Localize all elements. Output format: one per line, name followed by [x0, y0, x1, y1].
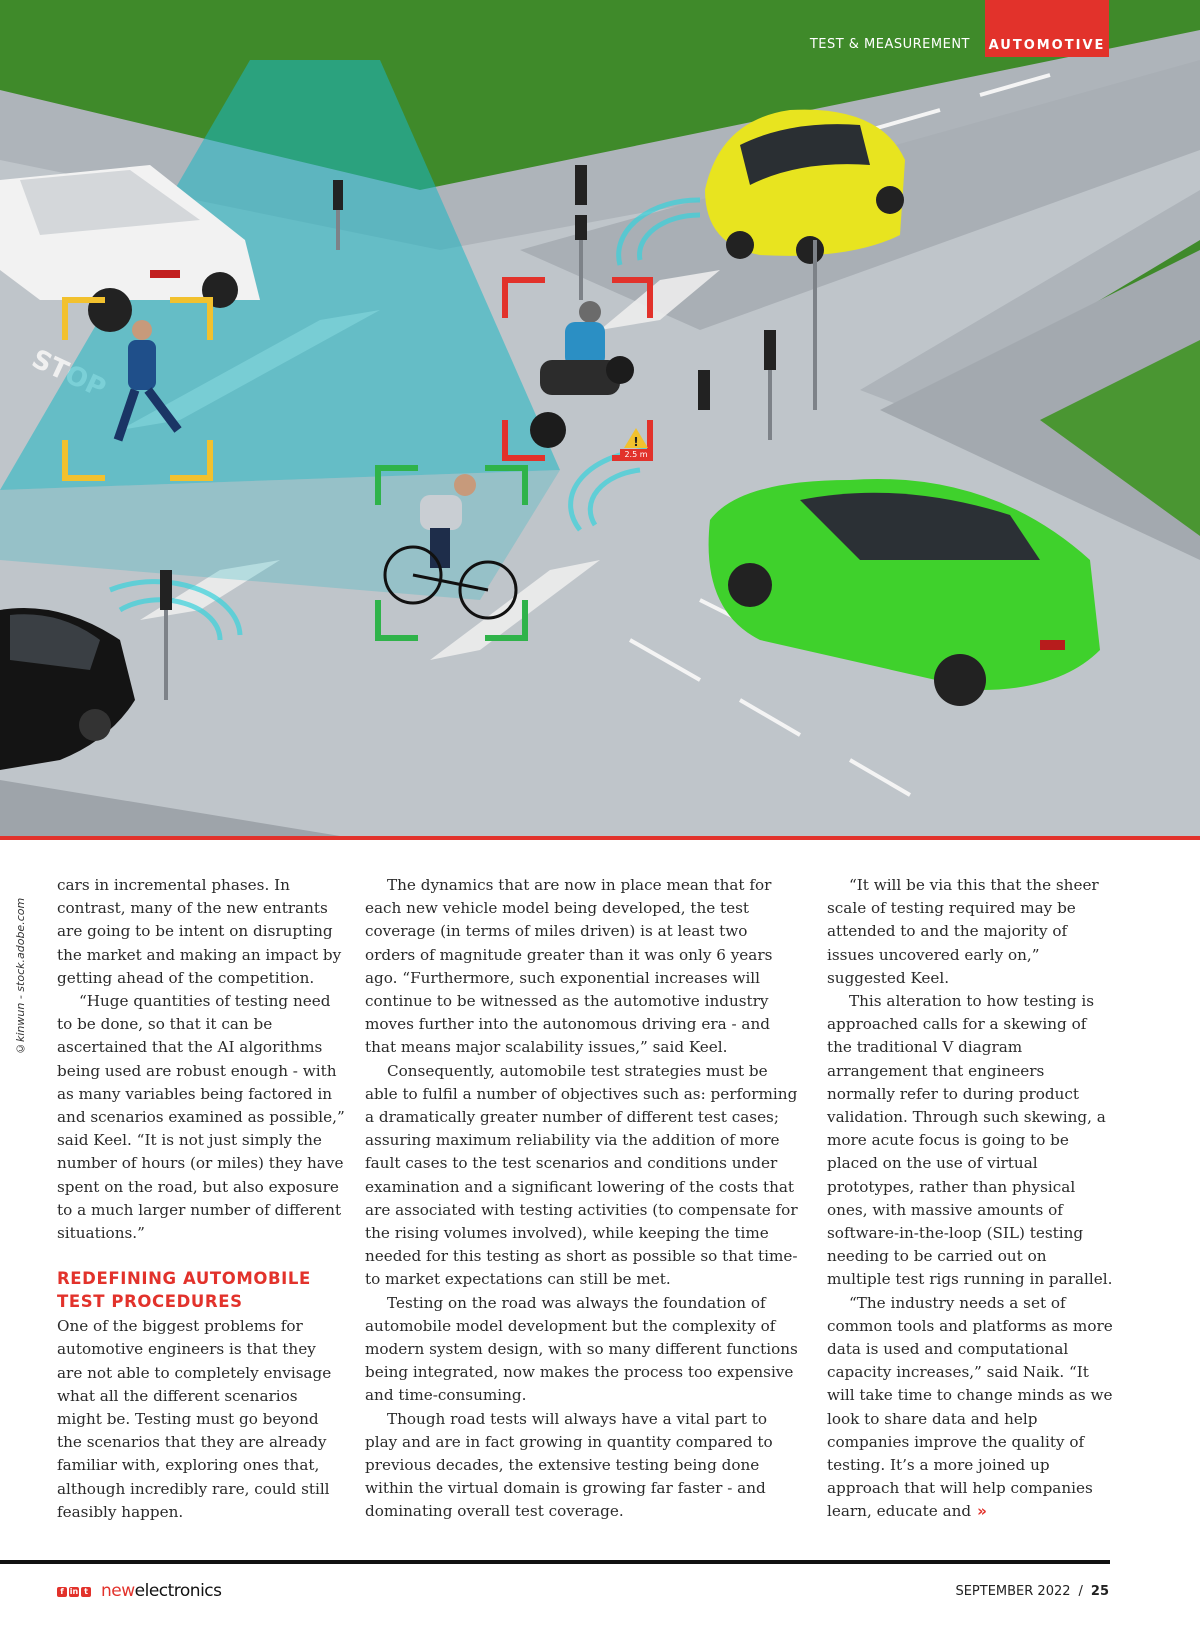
section-subheading: REDEFINING AUTOMOBILE TEST PROCEDURES: [57, 1269, 311, 1312]
paragraph: [827, 1292, 1113, 1524]
linkedin-icon[interactable]: in: [69, 1587, 79, 1596]
continue-arrow-icon: »: [977, 1502, 987, 1521]
social-icons: [57, 1587, 91, 1597]
category-tag: AUTOMOTIVE: [985, 0, 1109, 57]
text-column-3: [827, 874, 1113, 1524]
paragraph: One of the biggest problems for automotive engineers is that they are not able to completely envisage what all the different scenarios might be. Testing must go beyond the scenarios that they are already familiar with, exploring ones that, although incredibly rare, could still feasibly happen.: [57, 1317, 332, 1521]
paragraph-text: “The industry needs a set of common tools and platforms as more data is used and computational capacity increases,” said Naik. “It will take time to change minds as we look to share data and help companies improve the quality of testing. It’s a more joined up approach that will help companies learn, educate and: [827, 1293, 1113, 1521]
photo-credit: ©kinwun - stock.adobe.com: [14, 897, 27, 1055]
issue-info: [955, 1584, 1109, 1599]
facebook-icon[interactable]: f: [57, 1587, 67, 1597]
issue-date: SEPTEMBER 2022: [955, 1584, 1071, 1599]
paragraph: Though road tests will always have a vital part to play and are in fact growing in quantity compared to previous decades, the extensive testing being done within the virtual domain is growing far faster - and dominating overall test coverage.: [365, 1409, 773, 1521]
issue-separator: /: [1078, 1584, 1083, 1599]
logo-new: new: [101, 1581, 135, 1601]
publication-logo: [101, 1581, 222, 1601]
paragraph: The dynamics that are now in place mean that for each new vehicle model being developed, the test coverage (in terms of miles driven) is at least two orders of magnitude greater than it was only 6 years ago. “Furthermore, such exponential increases will continue to be witnessed as the automotive industry moves further into the autonomous driving era - and that means major scalability issues,” said Keel.: [365, 876, 773, 1057]
paragraph: “Huge quantities of testing need to be done, so that it can be ascertained that the AI algorithms being used are robust enough - with as many variables being factored in and scenarios examined as possible,” said Keel. “It is not just simply the number of hours (or miles) they have spent on the road, but also exposure to a much larger number of different situations.”: [57, 992, 345, 1243]
text-column-2: [365, 874, 802, 1524]
svg-text:!: !: [633, 435, 639, 449]
text-column-1: [57, 874, 345, 1524]
logo-electronics: electronics: [134, 1581, 222, 1601]
hazard-distance-label: 2.5 m: [624, 450, 648, 459]
paragraph: “It will be via this that the sheer scale of testing required may be attended to and the majority of issues uncovered early on,” suggested Keel.: [827, 876, 1099, 987]
paragraph: This alteration to how testing is approached calls for a skewing of the traditional V diagram arrangement that engineers normally refer to during product validation. Through such skewing, a more acute focus is going to be placed on the use of virtual prototypes, rather than physical ones, with massive amounts of software-in-the-loop (SIL) testing needing to be carried out on multiple test rigs running in parallel.: [827, 992, 1113, 1289]
hero-divider: [0, 836, 1200, 840]
section-tag: TEST & MEASUREMENT: [809, 37, 970, 52]
page-number: 25: [1090, 1584, 1109, 1599]
paragraph: Testing on the road was always the foundation of automobile model development but the complexity of modern system design, with so many different functions being integrated, now makes the process too expensive and time-consuming.: [365, 1293, 798, 1405]
paragraph: cars in incremental phases. In contrast, many of the new entrants are going to be intent on disrupting the market and making an impact by getting ahead of the competition.: [57, 876, 342, 987]
footer-divider: [0, 1560, 1110, 1564]
twitter-icon[interactable]: t: [81, 1587, 91, 1597]
paragraph: Consequently, automobile test strategies must be able to fulfil a number of objectives such as: performing a dramatically greater number of different test cases; assuring maximum reliability via the addition of more fault cases to the test scenarios and conditions under examination and a significant lowering of the costs that are associated with testing activities (to compensate for the rising volumes involved), while keeping the time needed for this testing as short as possible so that time-to market expectations can still be met.: [365, 1061, 798, 1289]
